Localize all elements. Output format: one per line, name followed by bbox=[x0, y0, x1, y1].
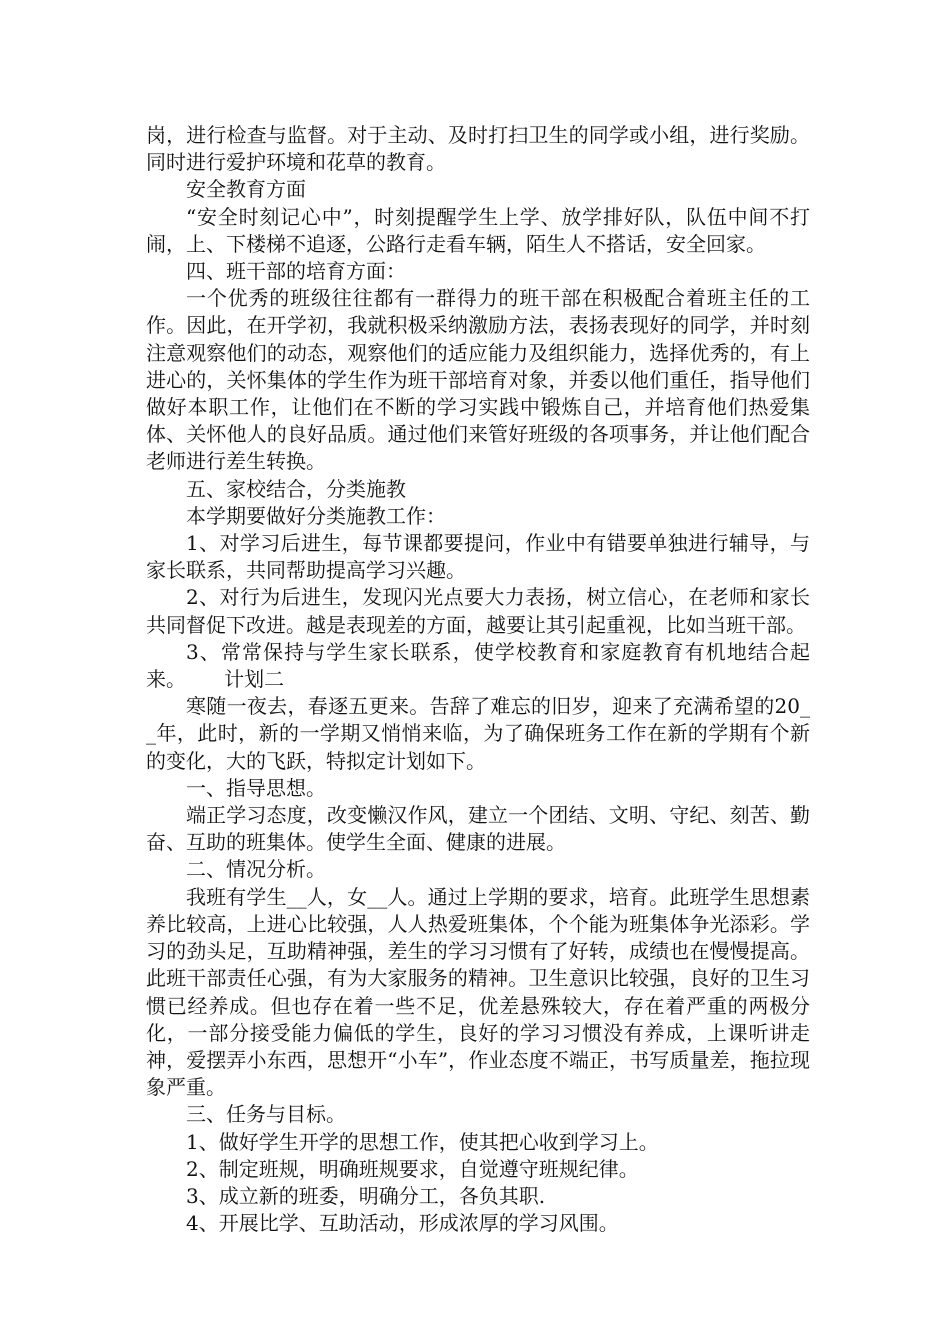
section-heading: 二、情况分析。 bbox=[186, 857, 326, 882]
list-item: 4、开展比学、互助活动，形成浓厚的学习风围。 bbox=[186, 1211, 619, 1236]
section-heading: 三、任务与目标。 bbox=[186, 1102, 346, 1127]
list-item: 1、对学习后进生，每节课都要提问，作业中有错要单独进行辅导，与家长联系，共同帮助提高学习兴趣。 bbox=[146, 531, 810, 583]
paragraph: 一个优秀的班级往往都有一群得力的班干部在积极配合着班主任的工作。因此，在开学初，我就积极采纳激励方法，表扬表现好的同学，并时刻注意观察他们的动态，观察他们的适应能力及组织能力，选择优秀的，有上进心的，关怀集体的学生作为班干部培育对象，并委以他们重任，指导他们做好本职工作，让他们在不断的学习实践中锻炼自己，并培育他们热爱集体、关怀他人的良好品质。通过他们来管好班级的各项事务，并让他们配合老师进行差生转换。 bbox=[146, 286, 810, 474]
list-item: 3、成立新的班委，明确分工，各负其职. bbox=[186, 1183, 546, 1208]
section-heading: 五、家校结合，分类施教 bbox=[186, 476, 406, 501]
paragraph: 端正学习态度，改变懒汉作风，建立一个团结、文明、守纪、刻苦、勤奋、互助的班集体。使学生全面、健康的进展。 bbox=[146, 803, 810, 855]
paragraph: 岗，进行检查与监督。对于主动、及时打扫卫生的同学或小组，进行奖励。同时进行爱护环境和花草的教育。 bbox=[146, 123, 810, 175]
section-heading: 安全教育方面 bbox=[186, 177, 306, 202]
section-heading: 一、指导思想。 bbox=[186, 775, 326, 800]
paragraph: “安全时刻记心中”，时刻提醒学生上学、放学排好队，队伍中间不打闹，上、下楼梯不追逐，公路行走看车辆，陌生人不搭话，安全回家。 bbox=[146, 204, 810, 256]
list-item: 2、制定班规，明确班规要求，自觉遵守班规纪律。 bbox=[186, 1156, 639, 1181]
list-item: 2、对行为后进生，发现闪光点要大力表扬，树立信心，在老师和家长共同督促下改进。越是表现差的方面，越要让其引起重视，比如当班干部。 bbox=[146, 585, 810, 637]
paragraph: 本学期要做好分类施教工作： bbox=[186, 503, 446, 528]
list-item: 1、做好学生开学的思想工作，使其把心收到学习上。 bbox=[186, 1129, 659, 1154]
list-item: 3、常常保持与学生家长联系，使学校教育和家庭教育有机地结合起来。 计划二 bbox=[146, 639, 810, 692]
paragraph: 我班有学生__人，女__人。通过上学期的要求，培育。此班学生思想素养比较高，上进心比较强，人人热爱班集体，个个能为班集体争光添彩。学习的劲头足，互助精神强，差生的学习习惯有了好转，成绩也在慢慢提高。此班干部责任心强，有为大家服务的精神。卫生意识比较强，良好的卫生习惯已经养成。但也存在着一些不足，优差悬殊较大，存在着严重的两极分化，一部分接受能力偏低的学生，良好的学习习惯没有养成，上课听讲走神，爱摆弄小东西，思想开“小车”，作业态度不端正，书写质量差，拖拉现象严重。 bbox=[146, 884, 810, 1100]
section-heading: 四、班干部的培育方面： bbox=[186, 259, 406, 284]
paragraph: 寒随一夜去，春逐五更来。告辞了难忘的旧岁，迎来了充满希望的20__年，此时，新的一学期又悄悄来临，为了确保班务工作在新的学期有个新的变化，大的飞跃，特拟定计划如下。 bbox=[146, 694, 810, 773]
document-body bbox=[146, 122, 810, 1237]
